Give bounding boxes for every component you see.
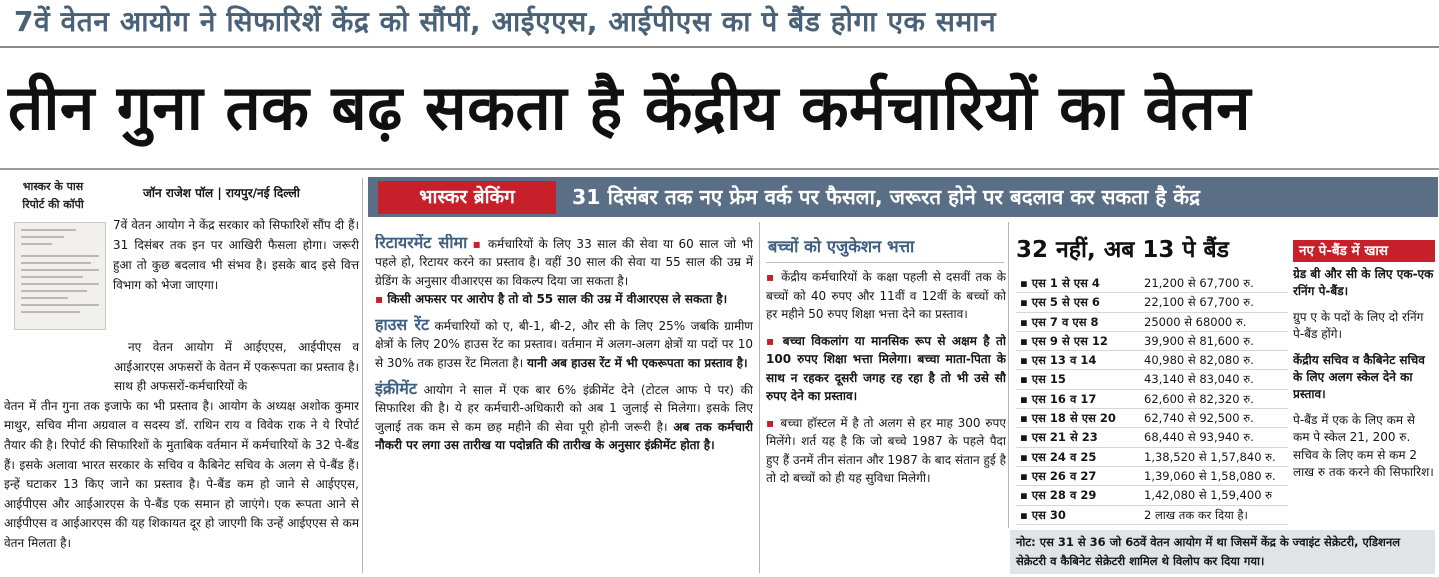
pay-band-grade: ▪ एस 28 व 29 (1020, 488, 1097, 503)
article-body-p2-rest: वेतन में तीन गुना तक इजाफे का भी प्रस्ताव है। आयोग के अध्यक्ष अशोक कुमार माथुर, सचिव मीना अग्रवाल व सदस्य डॉ. राथिन राय व विवेक राक ने ये रिपोर्ट तैयार की है। रिपोर्ट की सिफारिशों के मुताबिक वर्तमान में कर्मचारियों के 32 पे-बैंड हैं। इसके अलावा भारत सरकार के सचिव व कैबिनेट सचिव के अलग से पे-बैंड हैं। इन्हें घटाकर 13 किए जाने का प्रस्ताव है। पे-बैंड कम हो जाने से आईएएस, आईपीएस और आईआरएस के पे-बैंड एक समान हो जाएंगे। एक रूपता आने से आईपीएस व आईआरएस की यह शिकायत दूर हो जाएगी कि उन्हें आईएएस से कम वेतन मिलता है। (4, 398, 359, 550)
new-pay-band-p1: ग्रेड बी और सी के लिए एक-एक रनिंग पे-बैंड। (1293, 267, 1434, 299)
education-column (766, 268, 1006, 568)
policy-details-column (375, 234, 753, 574)
education-p1 (766, 268, 1006, 324)
pay-band-row (1016, 293, 1288, 312)
education-p3-text: बच्चा हॉस्टल में है तो अलग से हर माह 300 रुपए मिलेंगे। शर्त यह है कि जो बच्चे 1987 के पहले पैदा हुए हैं उनमें तीन संतान और 1987 के बाद संतान हुई है तो दो बच्चों को ही यह सुविधा मिलेगी। (766, 415, 1006, 485)
pay-band-scale: 39,900 से 81,600 रु. (1144, 333, 1254, 348)
pay-band-scale: 68,440 से 93,940 रु. (1144, 430, 1254, 445)
column-divider-right (1008, 222, 1009, 528)
report-document-thumbnail (14, 222, 106, 330)
pay-band-row (1016, 448, 1288, 467)
headline-divider (0, 168, 1439, 170)
pay-band-row (1016, 370, 1288, 389)
pay-band-grade: ▪ एस 1 से एस 4 (1020, 276, 1100, 290)
pay-band-grade: ▪ एस 21 से 23 (1020, 430, 1098, 445)
house-rent-text: कर्मचारियों को ए, बी-1, बी-2, और सी के लिए 25% जबकि ग्रामीण क्षेत्रों के लिए 20% हाउस रेंट का प्रस्ताव। वर्तमान में अलग-अलग क्षेत्रों या पदों पर 10 से 30% तक हाउस रेंट मिलता है। (375, 319, 753, 370)
breaking-tag: भास्कर ब्रेकिंग (378, 181, 556, 214)
top-divider (0, 46, 1439, 48)
pay-band-row (1016, 506, 1288, 525)
report-copy-label-line2: रिपोर्ट की कॉपी (22, 198, 84, 211)
kicker-headline: 7वें वेतन आयोग ने सिफारिशें केंद्र को सौंपीं, आईएएस, आईपीएस का पे बैंड होगा एक समान (14, 5, 997, 38)
article-body (4, 338, 359, 574)
pay-band-grade: ▪ एस 24 व 25 (1020, 449, 1097, 464)
bullet-icon: ▪ (766, 333, 783, 348)
pay-band-row (1016, 486, 1288, 505)
main-headline: तीन गुना तक बढ़ सकता है केंद्रीय कर्मचारियों का वेतन (8, 71, 1252, 144)
retirement-highlight (375, 290, 753, 308)
new-pay-band-p3: केंद्रीय सचिव व कैबिनेट सचिव के लिए अलग स्केल देने का प्रस्ताव। (1293, 352, 1425, 402)
byline: जॉन राजेश पॉल | रायपुर/नई दिल्ली (143, 186, 300, 200)
breaking-text: 31 दिसंबर तक नए फ्रेम वर्क पर फैसला, जरूरत होने पर बदलाव कर सकता है केंद्र (572, 185, 1201, 209)
pay-band-scale: 22,100 से 67,700 रु. (1144, 295, 1254, 310)
pay-band-scale: 2 लाख तक कर दिया है। (1144, 507, 1248, 522)
increment-heading: इंक्रीमेंट (375, 379, 417, 399)
pay-band-grade: ▪ एस 9 से एस 12 (1020, 333, 1108, 348)
education-p2-text: बच्चा विकलांग या मानसिक रूप से अक्षम है तो 100 रुपए शिक्षा भत्ता मिलेगा। बच्चा माता-पिता के साथ न रहकर दूसरी जगह रह रहा है तो भी उसे सौ रुपए देने का प्रस्ताव। (766, 333, 1006, 403)
pay-band-scale: 40,980 से 82,080 रु. (1144, 353, 1254, 368)
house-rent-heading: हाउस रेंट (375, 315, 430, 335)
education-p1-text: केंद्रीय कर्मचारियों के कक्षा पहली से दसवीं तक के बच्चों को 40 रुपए और 11वीं व 12वीं के बच्चों को हर महीने 50 रुपए शिक्षा भत्ता देने का प्रस्ताव। (766, 270, 1006, 321)
pay-band-scale: 1,42,080 से 1,59,400 रु (1144, 488, 1273, 503)
bullet-icon: ▪ (766, 415, 781, 430)
new-pay-band-p4: पे-बैंड में एक के लिए कम से कम पे स्केल 21, 200 रु. सचिव के लिए कम से कम 2 लाख रु तक करने की सिफारिश। (1293, 412, 1434, 480)
pay-band-grade: ▪ एस 5 से एस 6 (1020, 295, 1100, 310)
pay-band-scale: 25000 से 68000 रु. (1144, 314, 1247, 329)
retirement-bold: किसी अफसर पर आरोप है तो वो 55 साल की उम्र में वीआरएस ले सकता है। (387, 291, 728, 306)
increment-section (375, 380, 753, 454)
article-body-p2-start: नए वेतन आयोग में आईएएस, आईपीएस व आईआरएस अफसरों के वेतन में एकरूपता का प्रस्ताव है। साथ ही अफसरों-कर्मचारियों के (114, 340, 359, 394)
increment-bold: अब तक कर्मचारी नौकरी पर लगा उस तारीख या पदोन्नति की तारीख के अनुसार इंक्रीमेंट होता है। (375, 419, 753, 452)
pay-band-row (1016, 313, 1288, 332)
retirement-text: कर्मचारियों के लिए 33 साल की सेवा या 60 साल जो भी पहले हो, रिटायर करने का प्रस्ताव है। वहीं 30 साल की सेवा या 55 साल की उम्र में ग्रेडिंग के अनुसार वीआरएस का विकल्प दिया जा सकता है। (375, 237, 753, 288)
pay-band-row (1016, 467, 1288, 486)
education-divider (766, 262, 1004, 263)
pay-band-scale: 21,200 से 67,700 रु. (1144, 276, 1254, 290)
pay-band-grade: ▪ एस 7 व एस 8 (1020, 314, 1099, 329)
footnote: नोट: एस 31 से 36 जो 6ठवें वेतन आयोग में था जिसमें केंद्र के ज्वाइंट सेक्रेटरी, एडिशनल सेक्रेटरी व कैबिनेट सेक्रेटरी शामिल थे विलोप कर दिया गया। (1010, 530, 1435, 574)
pay-band-grade: ▪ एस 15 (1020, 372, 1066, 387)
bullet-icon: ▪ (766, 270, 782, 284)
column-divider-mid (759, 222, 760, 573)
pay-band-row (1016, 390, 1288, 409)
pay-band-row (1016, 409, 1288, 428)
pay-band-row (1016, 332, 1288, 351)
pay-band-grade: ▪ एस 16 व 17 (1020, 391, 1097, 406)
pay-band-grade: ▪ एस 26 व 27 (1020, 468, 1097, 483)
pay-band-scale: 1,39,060 से 1,58,080 रु. (1144, 468, 1276, 483)
pay-band-row (1016, 351, 1288, 370)
retirement-heading: रिटायरमेंट सीमा (375, 234, 468, 252)
pay-band-heading: 32 नहीं, अब 13 पे बैंड (1016, 237, 1229, 263)
bullet-icon: ▪ (375, 291, 388, 306)
new-pay-band-box (1293, 240, 1435, 528)
house-rent-bold: यानी अब हाउस रेंट में भी एकरूपता का प्रस्ताव है। (526, 355, 748, 370)
pay-band-grade: ▪ एस 18 से एस 20 (1020, 411, 1116, 426)
column-divider-left (362, 178, 363, 573)
retirement-section (375, 234, 753, 290)
new-pay-band-tag: नए पे-बैंड में खास (1293, 240, 1435, 262)
bullet-icon: ▪ (472, 237, 483, 251)
report-copy-label-line1: भास्कर के पास (22, 180, 84, 193)
pay-band-table (1016, 274, 1288, 526)
pay-band-scale: 1,38,520 से 1,57,840 रु. (1144, 449, 1276, 464)
pay-band-row (1016, 428, 1288, 447)
pay-band-row (1016, 274, 1288, 293)
education-p2 (766, 332, 1006, 406)
pay-band-grade: ▪ एस 30 (1020, 507, 1066, 522)
article-intro-p1: 7वें वेतन आयोग ने केंद्र सरकार को सिफारिशें सौंप दी हैं। 31 दिसंबर तक इन पर आखिरी फैसला होगा। जरूरी हुआ तो कुछ बदलाव भी संभव है। इसके बाद इसे वित्त विभाग को भेजा जाएगा। (113, 218, 359, 292)
pay-band-grade: ▪ एस 13 व 14 (1020, 353, 1097, 368)
new-pay-band-p2: ग्रुप ए के पदों के लिए दो रनिंग पे-बैंड होंगे। (1293, 309, 1424, 342)
education-p3 (766, 414, 1006, 488)
pay-band-scale: 62,740 से 92,500 रु. (1144, 411, 1254, 426)
pay-band-scale: 62,600 से 82,320 रु. (1144, 391, 1254, 406)
house-rent-section (375, 316, 753, 372)
report-copy-label (12, 178, 94, 218)
increment-text: आयोग ने साल में एक बार 6% इंक्रीमेंट देने (टोटल आफ पे पर) की सिफारिश की है। ये हर कर्मचारी-अधिकारी को अब 1 जुलाई से मिलेगा। इसके लिए जुलाई तक कम से कम छह महीने की सेवा पूरी होनी जरूरी है। (375, 383, 753, 434)
education-heading: बच्चों को एजुकेशन भत्ता (768, 237, 915, 256)
article-intro (113, 215, 359, 335)
pay-band-scale: 43,140 से 83,040 रु. (1144, 372, 1254, 387)
